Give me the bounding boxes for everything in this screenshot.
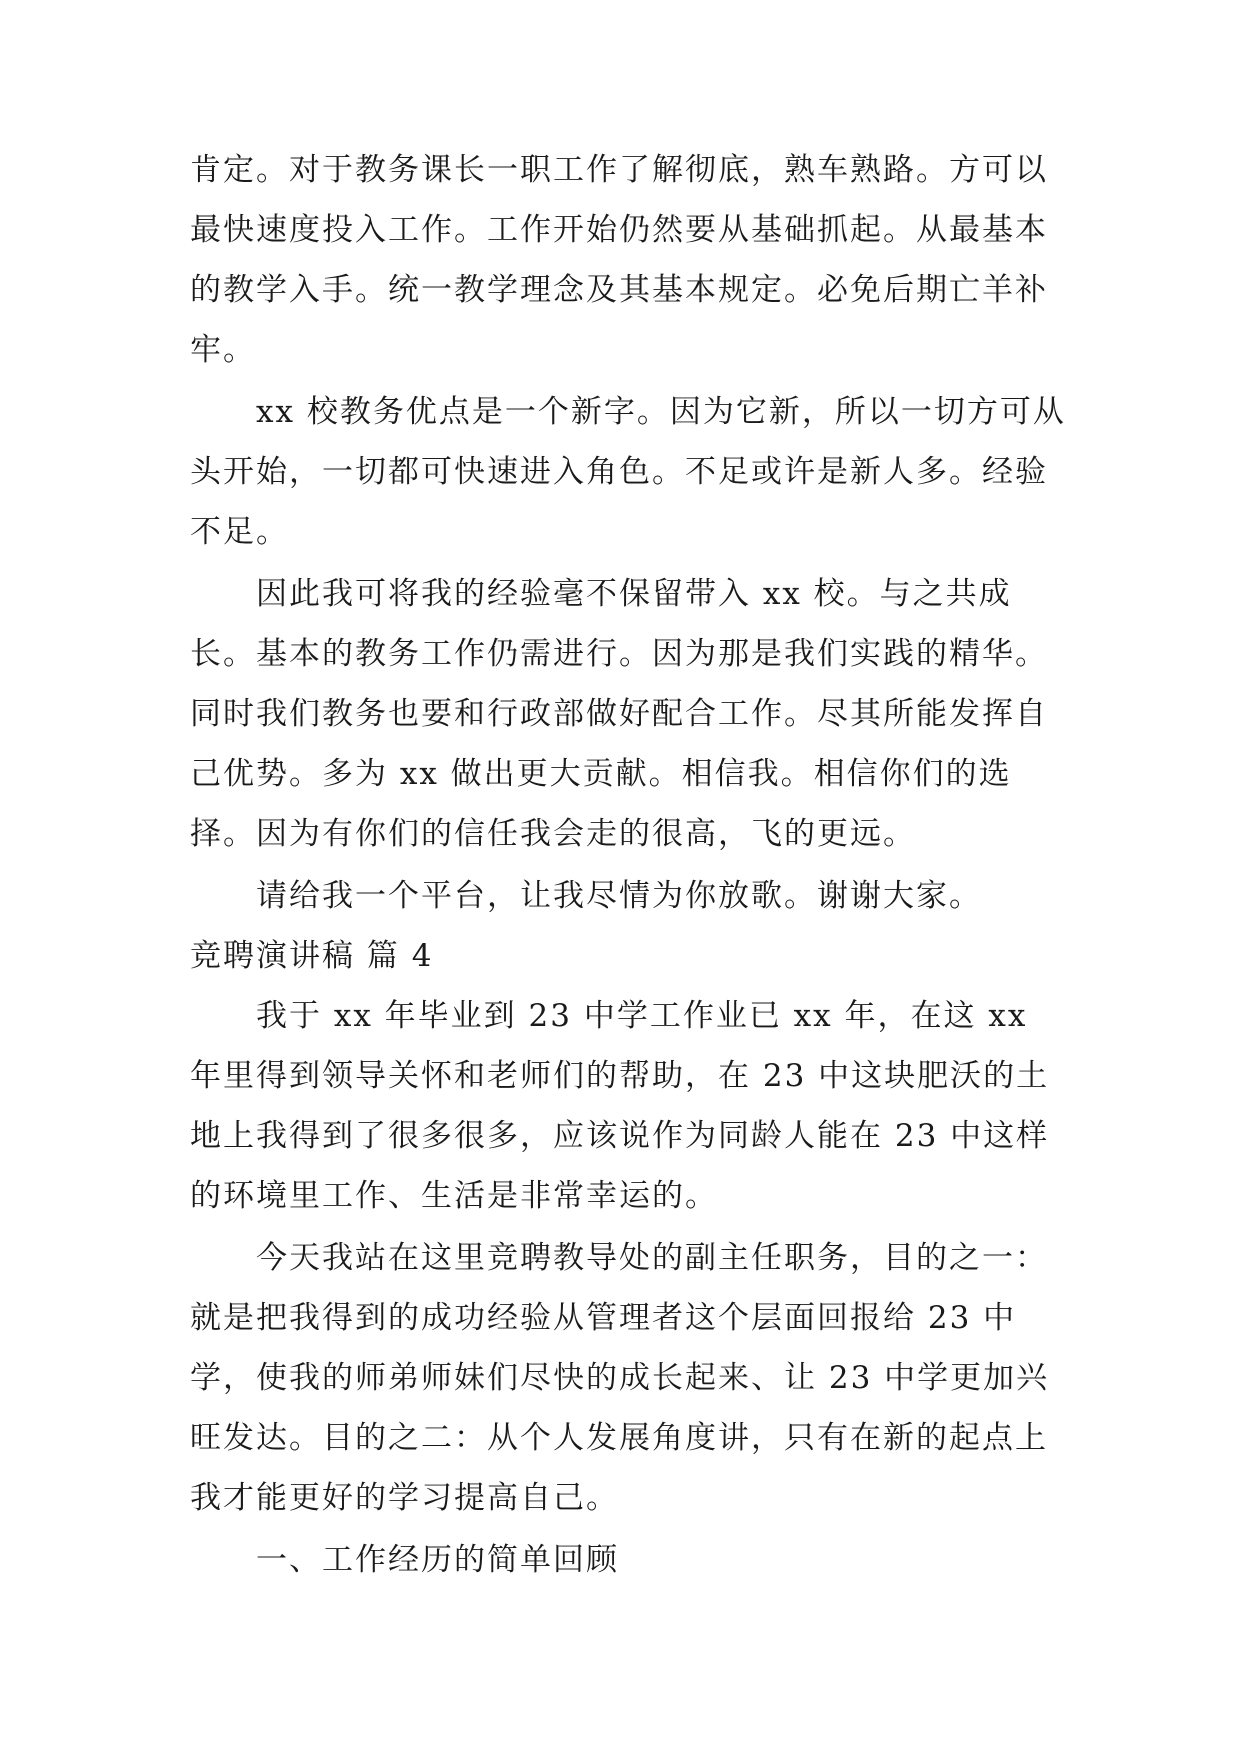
paragraph-purpose: 今天我站在这里竞聘教导处的副主任职务，目的之一：就是把我得到的成功经验从管理者这个层面回报给 23 中学，使我的师弟师妹们尽快的成长起来、让 23 中学更加兴旺发达。目的之二：从个人发展角度讲，只有在新的起点上我才能更好的学习提高自己。 bbox=[190, 1240, 1050, 1516]
paragraph-experience: 因此我可将我的经验毫不保留带入 xx 校。与之共成长。基本的教务工作仍需进行。因为那是我们实践的精华。同时我们教务也要和行政部做好配合工作。尽其所能发挥自己优势。多为 xx 做出更大贡献。相信我。相信你们的选择。因为有你们的信任我会走的很高，飞的更远。 bbox=[190, 576, 1048, 852]
paragraph-work-history-heading: 一、工作经历的简单回顾 bbox=[256, 1542, 619, 1578]
paragraph-background: 我于 xx 年毕业到 23 中学工作业已 xx 年，在这 xx 年里得到领导关怀和老师们的帮助，在 23 中这块肥沃的土地上我得到了很多很多，应该说作为同龄人能在 23 中这样的环境里工作、生活是非常幸运的。 bbox=[190, 998, 1050, 1214]
paragraph-closing: 请给我一个平台，让我尽情为你放歌。谢谢大家。 bbox=[256, 878, 982, 914]
paragraph-school-strengths: xx 校教务优点是一个新字。因为它新，所以一切方可从头开始，一切都可快速进入角色。不足或许是新人多。经验不足。 bbox=[190, 394, 1066, 550]
section-title: 竞聘演讲稿 篇 4 bbox=[190, 938, 434, 974]
document-body bbox=[190, 140, 1070, 1590]
paragraph-continuation: 肯定。对于教务课长一职工作了解彻底，熟车熟路。方可以最快速度投入工作。工作开始仍然要从基础抓起。从最基本的教学入手。统一教学理念及其基本规定。必免后期亡羊补牢。 bbox=[190, 152, 1048, 368]
